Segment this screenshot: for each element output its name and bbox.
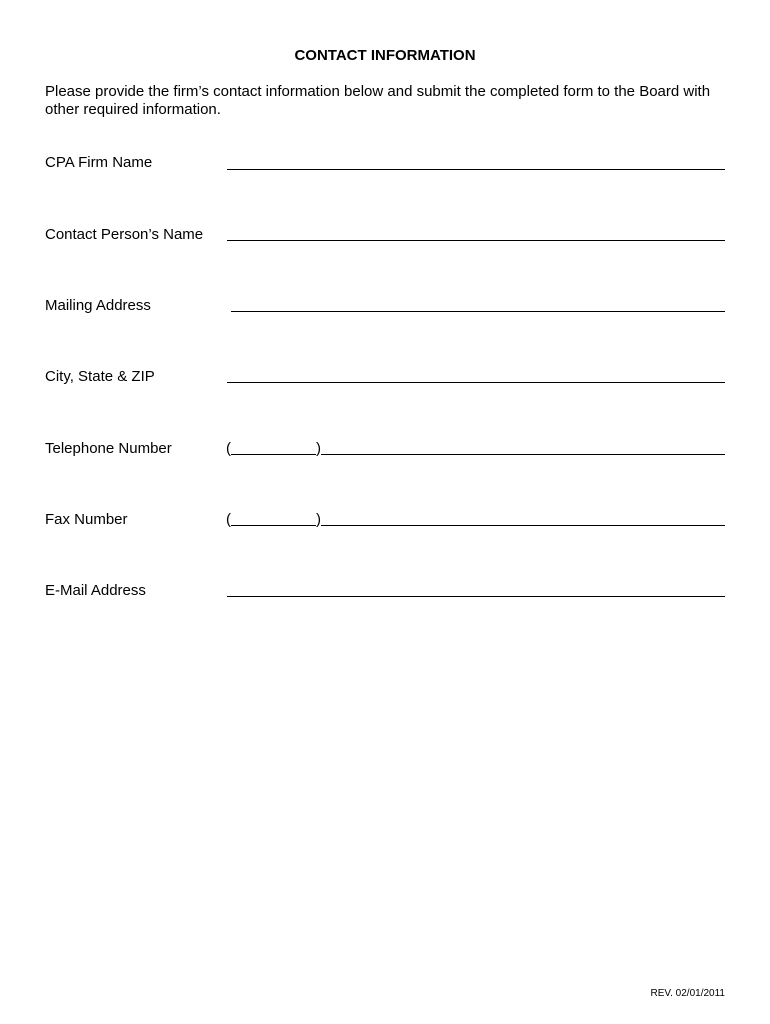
fax-open-paren: ( [226, 511, 231, 528]
telephone-number-label: Telephone Number [45, 440, 172, 457]
cpa-firm-name-field[interactable] [227, 169, 725, 170]
contact-person-name-label: Contact Person’s Name [45, 226, 204, 243]
email-address-label: E-Mail Address [45, 582, 146, 599]
city-state-zip-field[interactable] [227, 382, 725, 383]
form-title: CONTACT INFORMATION [294, 47, 476, 64]
telephone-number-field[interactable] [321, 454, 725, 455]
telephone-open-paren: ( [226, 440, 231, 457]
city-state-zip-label: City, State & ZIP [45, 368, 155, 385]
form-instructions: Please provide the firm’s contact information below and submit the completed form to the Board with other required information. [45, 83, 711, 118]
telephone-close-paren: ) [316, 440, 321, 457]
revision-date: REV. 02/01/2011 [650, 988, 725, 999]
fax-number-label: Fax Number [45, 511, 128, 528]
fax-close-paren: ) [316, 511, 321, 528]
email-address-field[interactable] [227, 596, 725, 597]
telephone-area-code-field[interactable] [231, 454, 316, 455]
fax-area-code-field[interactable] [231, 525, 316, 526]
contact-person-name-field[interactable] [227, 240, 725, 241]
mailing-address-field[interactable] [231, 311, 725, 312]
mailing-address-label: Mailing Address [45, 297, 151, 314]
cpa-firm-name-label: CPA Firm Name [45, 154, 153, 171]
fax-number-field[interactable] [321, 525, 725, 526]
